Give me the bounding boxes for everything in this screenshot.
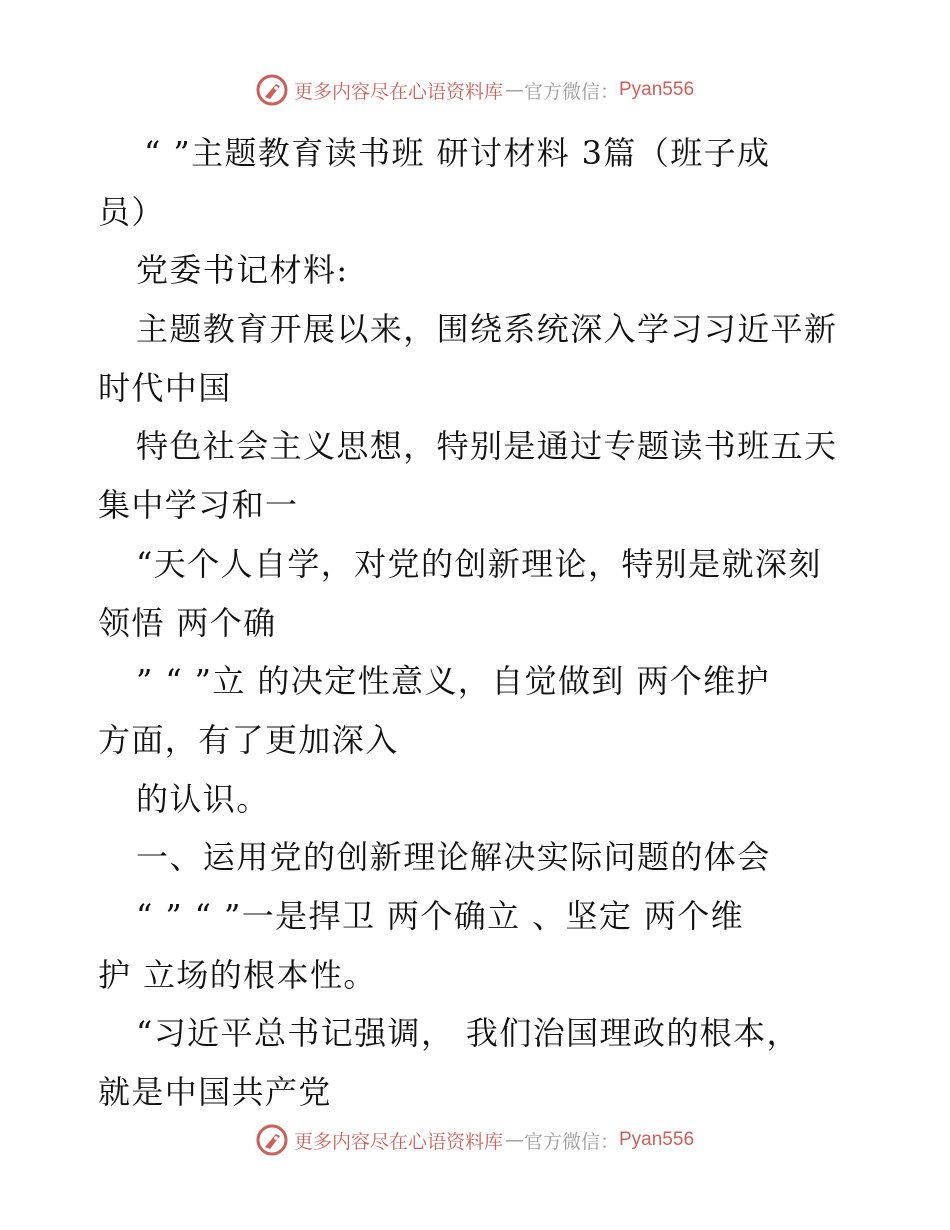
watermark-separator: — [504, 79, 524, 101]
watermark-wechat-label: 官方微信： [523, 1130, 619, 1153]
paragraph-line: 方面，有了更加深入 [98, 720, 399, 759]
pen-nib-logo-icon [256, 1124, 288, 1156]
watermark-wechat-label: 官方微信： [523, 80, 619, 103]
watermark-wechat-id: Pyan556 [619, 79, 695, 100]
watermark-separator: — [504, 1129, 524, 1151]
watermark-wechat-id: Pyan556 [619, 1129, 695, 1150]
paragraph-line: 护 立场的根本性。 [98, 955, 377, 994]
paragraph-line: 主题教育开展以来，围绕系统深入学习习近平新 [136, 310, 838, 349]
section-heading: 党委书记材料: [136, 251, 349, 290]
paragraph-line: “天个人自学，对党的创新理论，特别是就深刻 [136, 544, 822, 583]
subsection-heading: 一、运用党的创新理论解决实际问题的体会 [136, 838, 771, 877]
pen-nib-logo-icon [256, 74, 288, 106]
paragraph-line: 的认识。 [136, 779, 270, 818]
document-title-line-2: 员） [98, 192, 165, 231]
paragraph-line: 就是中国共产党 [98, 1073, 332, 1111]
paragraph-line: “ ” “ ”一是捍卫 两个确立 、坚定 两个维 [136, 896, 745, 935]
paragraph-line: 时代中国 [98, 368, 232, 407]
watermark-text: 更多内容尽在心语资料库 [293, 1130, 503, 1153]
watermark-text: 更多内容尽在心语资料库 [293, 80, 503, 103]
document-title-line-1: “ ”主题教育读书班 研讨材料 3篇（班子成 [144, 134, 771, 172]
watermark-header [0, 70, 950, 110]
paragraph-line: “习近平总书记强调， 我们治国理政的根本， [136, 1014, 800, 1053]
paragraph-line: 特色社会主义思想，特别是通过专题读书班五天 [136, 427, 838, 466]
paragraph-line: ” “ ”立 的决定性意义，自觉做到 两个维护 [136, 662, 770, 701]
paragraph-line: 领悟 两个确 [98, 603, 277, 642]
paragraph-line: 集中学习和一 [98, 486, 299, 525]
document-body [98, 124, 858, 1122]
watermark-footer [0, 1120, 950, 1160]
